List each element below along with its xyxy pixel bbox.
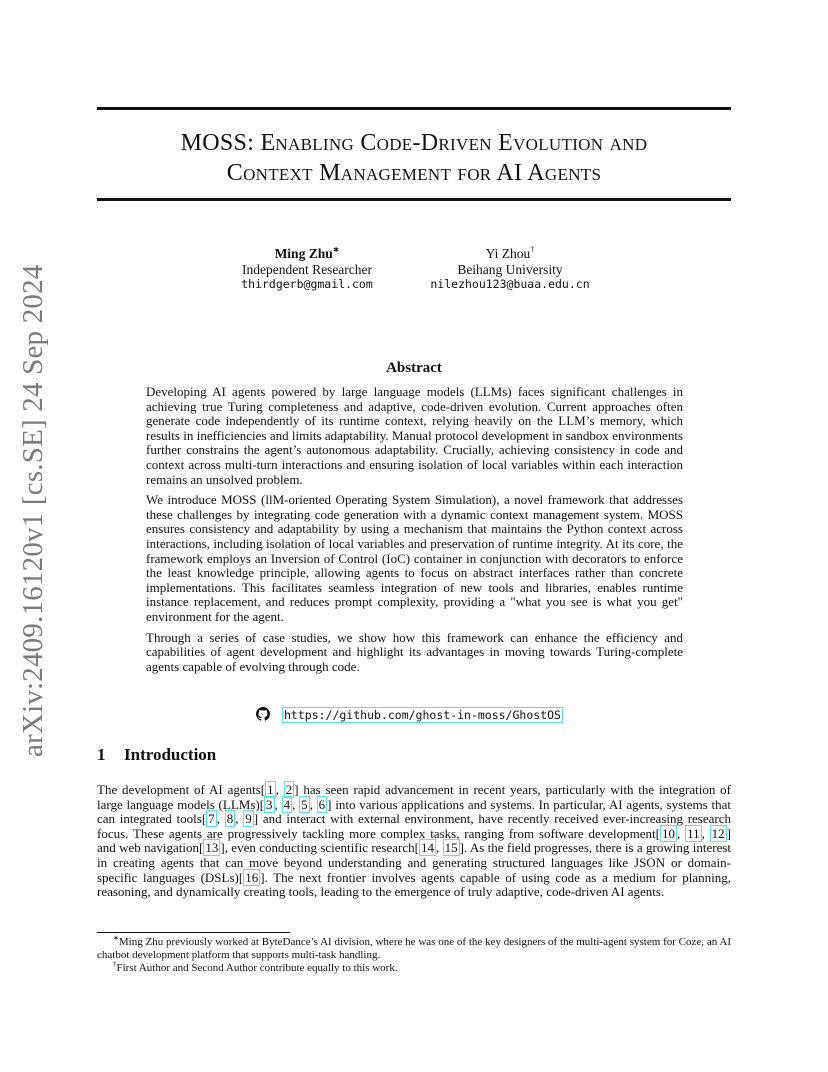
citation-link[interactable]: 6 [318, 796, 326, 812]
author-affiliation: Independent Researcher [241, 261, 373, 277]
citation-link[interactable]: 15 [444, 840, 458, 856]
paper-title-line-2: Context Management for AI Agents [226, 160, 602, 186]
abstract-body [146, 385, 683, 680]
citation-link[interactable]: 13 [205, 840, 219, 856]
section-number: 1 [97, 745, 106, 764]
citation-link[interactable]: 1 [267, 782, 274, 797]
author-footnote-mark[interactable]: ∗ [332, 245, 340, 254]
citation-link[interactable]: 4 [283, 796, 291, 812]
citation-link[interactable]: 5 [301, 796, 308, 812]
author-affiliation: Beihang University [457, 261, 563, 277]
citation-link[interactable]: 2 [285, 782, 293, 797]
citation-link[interactable]: 14 [420, 840, 434, 856]
introduction-paragraph: The development of AI agents[ 1 , 2 ] has seen rapid advancement in recent years, particularly with the integration of large language models (LLMs)[ 3 , 4 , 5 , 6 ] into various applications and systems. In particular, AI agents, systems that can integrated tools[ 7 , 8 , 9 ] and interact with external environment, have recently received ever-increasing research focus. These agents are progressively tackling more complex tasks, ranging from software development[ 10 , 11 , 12 ] and web navigation[ 13 ], even conducting scientific research[ 14 , 15 ]. As the field progresses, there is a growing interest in creating agents that can move beyond understanding and generating structured languages like JSON or domain-specific languages (DSLs)[ 16 ]. The next frontier involves agents capable of using code as a medium for planning, reasoning, and dynamically creating tools, leading to the emergence of truly adaptive, code-driven AI agents. [97, 782, 732, 900]
author-block-1 [210, 246, 404, 293]
abstract-heading: Abstract [386, 360, 442, 376]
footnotes [97, 936, 731, 975]
abstract-paragraph: Through a series of case studies, we show how this framework can enhance the efficiency and capabilities of agent development and highlight its advantages in moving towards Turing-complete agents capable of evolving through code. [146, 629, 683, 674]
paper-title [97, 128, 731, 188]
title-bottom-rule [97, 198, 731, 201]
section-heading-introduction [97, 745, 216, 765]
footnote: †First Author and Second Author contribute equally to this work. [113, 960, 398, 974]
citation-link[interactable]: 16 [245, 869, 259, 885]
citation-link[interactable]: 3 [266, 796, 273, 812]
author-name: Ming Zhu∗ [274, 245, 340, 261]
title-top-rule [97, 107, 731, 110]
footnote-rule [97, 932, 290, 933]
arxiv-identifier: arXiv:2409.16120v1 [cs.SE] 24 Sep 2024 [17, 264, 49, 757]
repository-line [256, 707, 563, 723]
author-email[interactable]: thirdgerb@gmail.com [241, 277, 373, 291]
abstract-paragraph: We introduce MOSS (llM-oriented Operating System Simulation), a novel framework that addresses these challenges by integrating code generation with a dynamic context management system. MOSS ensures consistency and adaptability by using a mechanism that maintains the Python context across interactions, including isolation of local variables and preservation of runtime integrity. At its core, the framework employs an Inversion of Control (IoC) container in conjunction with decorators to enforce the least knowledge principle, allowing agents to focus on abstract interfaces rather than concrete implementations. This facilitates seamless integration of new tools and libraries, enables runtime instance replacement, and reduces prompt complexity, providing a "what you see is what you get" environment for the agent. [146, 492, 683, 624]
paper-title-line-1: MOSS: Enabling Code-Driven Evolution and [180, 130, 648, 156]
author-email[interactable]: nilezhou123@buaa.edu.cn [430, 277, 590, 291]
author-footnote-mark[interactable]: † [530, 245, 535, 254]
citation-link[interactable]: 9 [245, 811, 252, 827]
repository-link[interactable]: https://github.com/ghost-in-moss/GhostOS [284, 708, 561, 722]
author-name: Yi Zhou† [485, 245, 535, 261]
footnote: ∗Ming Zhu previously worked at ByteDance’s AI division, where he was one of the key designers of the multi-agent system for Coze, an AI chatbot development platform that supports multi-task handling. [97, 934, 731, 961]
author-block-2 [418, 246, 602, 293]
github-icon [256, 706, 270, 725]
citation-link[interactable]: 12 [711, 825, 725, 841]
citation-link[interactable]: 8 [226, 811, 234, 827]
citation-link[interactable]: 10 [661, 825, 675, 841]
section-title: Introduction [124, 745, 217, 764]
citation-link[interactable]: 11 [687, 825, 700, 841]
abstract-paragraph: Developing AI agents powered by large language models (LLMs) faces significant challenges in achieving true Turing completeness and adaptive, code-driven evolution. Current approaches often generate code independently of its runtime context, relying heavily on the LLM’s memory, which results in inefficiencies and limits adaptability. Manual protocol development in sandbox environments further constrains the agent’s autonomous adaptability. Crucially, achieving consistency in code and context across multi-turn interactions and ensuring isolation of local variables within each interaction remains an unsolved problem. [146, 384, 683, 487]
citation-link[interactable]: 7 [208, 811, 215, 827]
